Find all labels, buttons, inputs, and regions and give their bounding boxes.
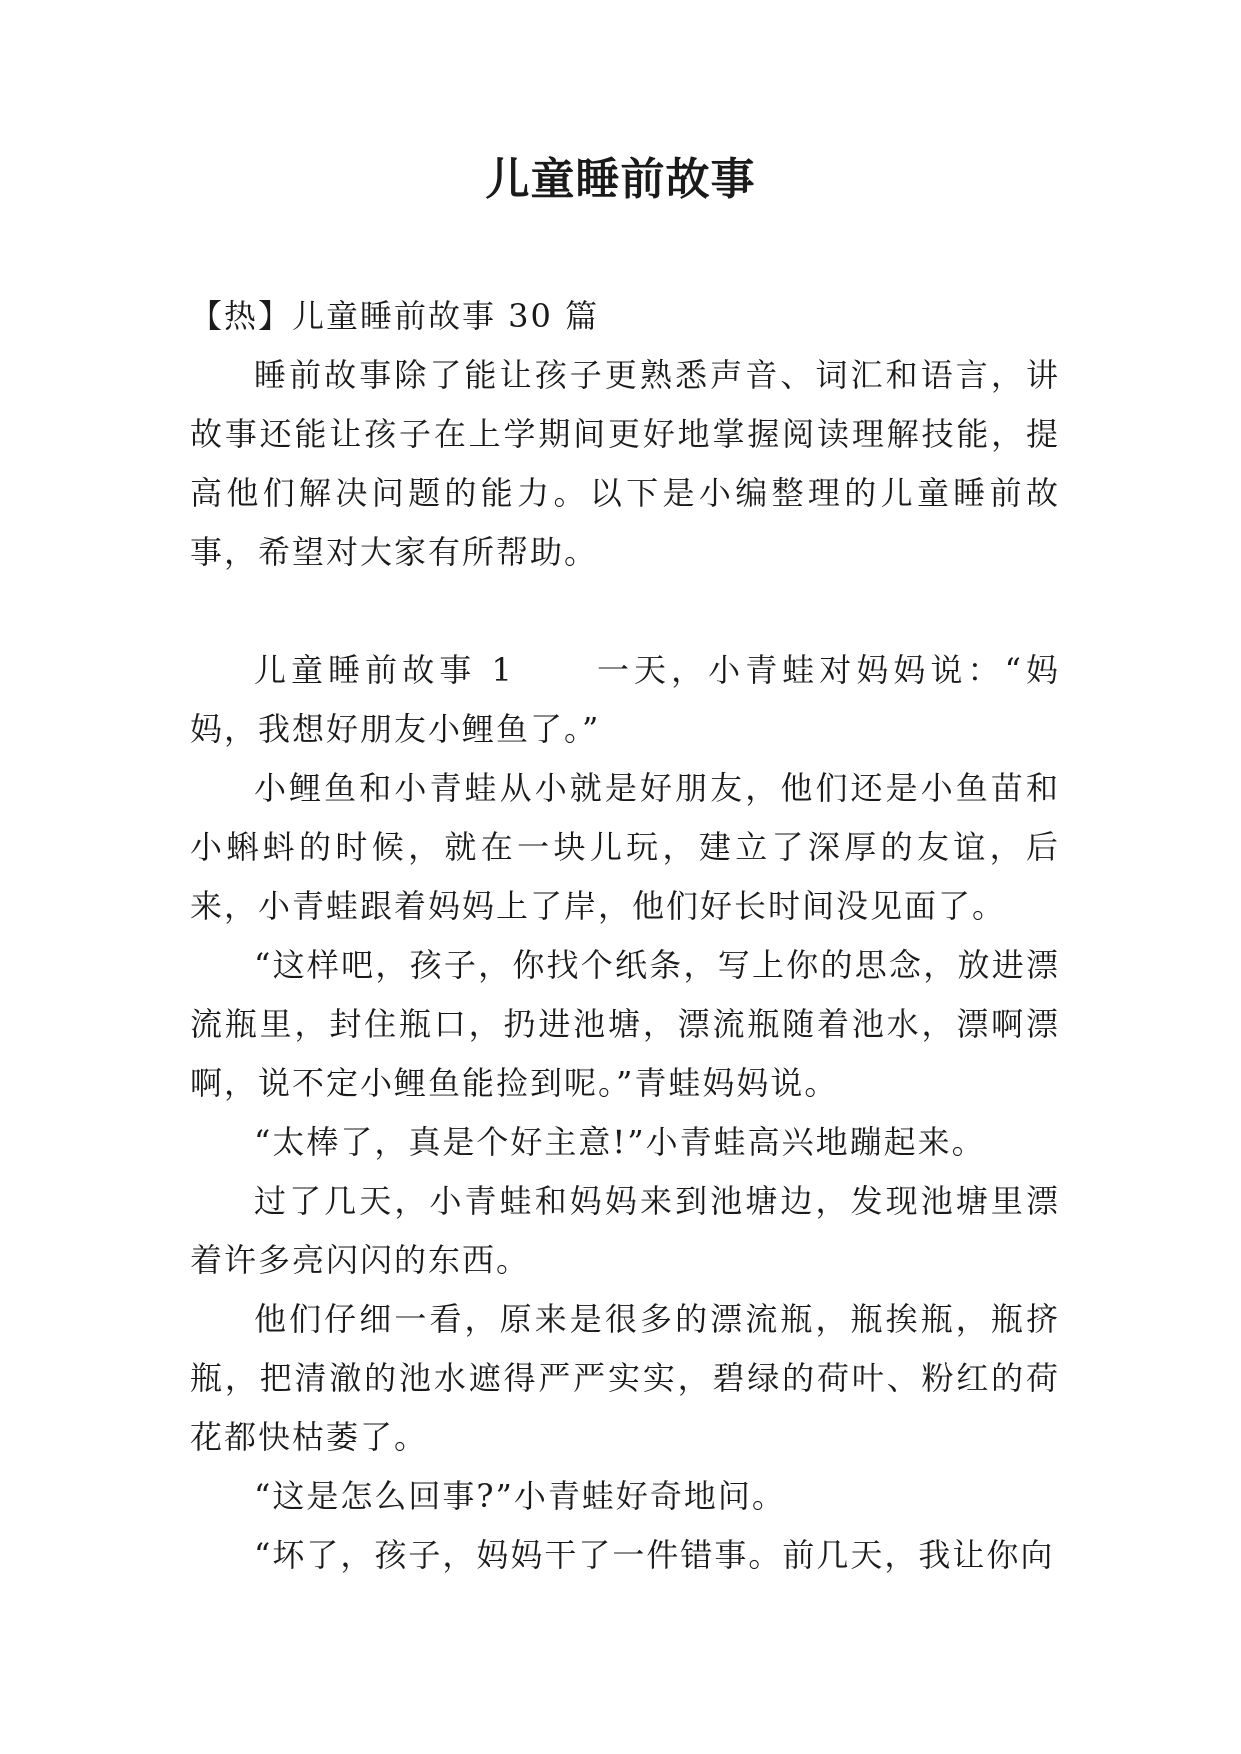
story-paragraph: “这是怎么回事?”小青蛙好奇地问。: [254, 1477, 786, 1515]
story-paragraph: “太棒了，真是个好主意!”小青蛙高兴地蹦起来。: [254, 1123, 986, 1161]
subtitle: 【热】儿童睡前故事 30 篇: [190, 297, 600, 335]
paragraph-gap: [190, 582, 1060, 641]
page-title: 儿童睡前故事: [485, 154, 756, 205]
story-1-heading: 儿童睡前故事 1: [254, 651, 514, 689]
document-body: [190, 287, 1060, 1585]
story-paragraph: “这样吧，孩子，你找个纸条，写上你的思念，放进漂流瓶里，封住瓶口，扔进池塘，漂流瓶随着池水，漂啊漂啊，说不定小鲤鱼能捡到呢。”青蛙妈妈说。: [190, 946, 1060, 1102]
story-1-opening: [190, 641, 1060, 759]
story-paragraph: 他们仔细一看，原来是很多的漂流瓶，瓶挨瓶，瓶挤瓶，把清澈的池水遮得严严实实，碧绿的荷叶、粉红的荷花都快枯萎了。: [190, 1300, 1060, 1456]
story-paragraph: 小鲤鱼和小青蛙从小就是好朋友，他们还是小鱼苗和小蝌蚪的时候，就在一块儿玩，建立了深厚的友谊，后来，小青蛙跟着妈妈上了岸，他们好长时间没见面了。: [190, 769, 1060, 925]
story-paragraph: 过了几天，小青蛙和妈妈来到池塘边，发现池塘里漂着许多亮闪闪的东西。: [190, 1182, 1060, 1279]
story-1-first-line: 一天，小青蛙对妈妈说：“妈妈，我想好朋友小鲤鱼了。”: [190, 651, 1060, 748]
intro-paragraph: 睡前故事除了能让孩子更熟悉声音、词汇和语言，讲故事还能让孩子在上学期间更好地掌握阅读理解技能，提高他们解决问题的能力。以下是小编整理的儿童睡前故事，希望对大家有所帮助。: [190, 356, 1060, 571]
story-paragraph: “坏了，孩子，妈妈干了一件错事。前几天，我让你向: [254, 1536, 1055, 1574]
